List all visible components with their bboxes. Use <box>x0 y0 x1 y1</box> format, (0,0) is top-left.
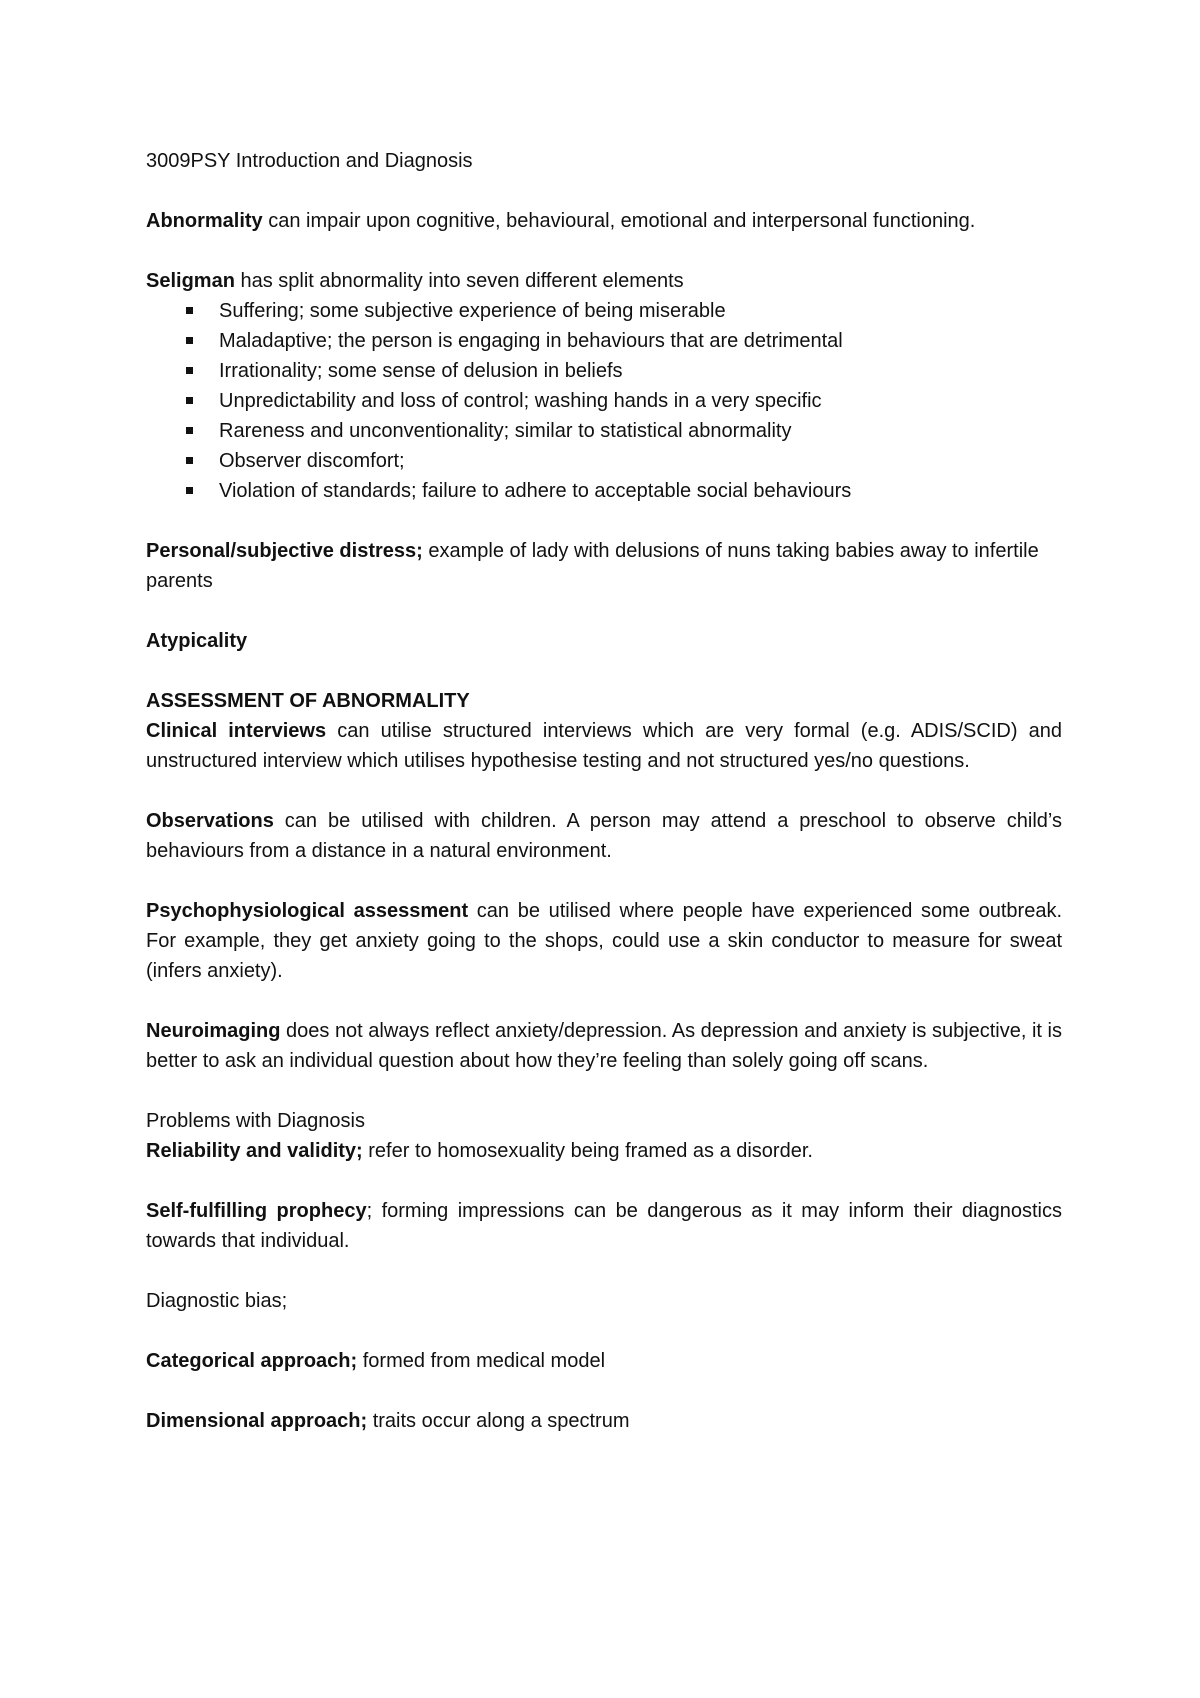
list-item <box>146 446 1062 476</box>
neuroimaging-term: Neuroimaging <box>146 1020 281 1042</box>
document-body <box>146 146 1062 1466</box>
categorical-text: formed from medical model <box>357 1350 606 1372</box>
list-item <box>146 296 1062 326</box>
square-bullet-icon <box>186 427 193 434</box>
assessment-heading <box>146 686 1062 716</box>
observations-term: Observations <box>146 810 274 832</box>
list-item-text: Irrationality; some sense of delusion in beliefs <box>219 360 623 382</box>
neuroimaging-text: does not always reflect anxiety/depression. As depression and anxiety is subjective, it is better to ask an individual question about how they’re feeling than solely going off scans. <box>146 1020 1062 1072</box>
list-item-text: Rareness and unconventionality; similar to statistical abnormality <box>219 420 792 442</box>
square-bullet-icon <box>186 487 193 494</box>
seligman-term: Seligman <box>146 270 235 292</box>
list-item <box>146 356 1062 386</box>
categorical-paragraph <box>146 1346 1062 1376</box>
personal-distress-text: example of lady with delusions of nuns taking babies away to infertile parents <box>146 540 1039 592</box>
square-bullet-icon <box>186 337 193 344</box>
neuroimaging-paragraph <box>146 1016 1062 1076</box>
square-bullet-icon <box>186 397 193 404</box>
abnormality-text: can impair upon cognitive, behavioural, emotional and interpersonal functioning. <box>262 210 976 232</box>
list-item-text: Violation of standards; failure to adhere to acceptable social behaviours <box>219 480 852 502</box>
seligman-elements-list <box>146 296 1062 506</box>
dimensional-term: Dimensional approach; <box>146 1410 368 1432</box>
personal-distress-paragraph <box>146 536 1062 596</box>
assessment-heading-text: ASSESSMENT OF ABNORMALITY <box>146 690 470 712</box>
square-bullet-icon <box>186 457 193 464</box>
list-item <box>146 386 1062 416</box>
categorical-term: Categorical approach; <box>146 1350 358 1372</box>
list-item <box>146 476 1062 506</box>
list-item <box>146 416 1062 446</box>
list-item-text: Suffering; some subjective experience of being miserable <box>219 300 726 322</box>
clinical-interviews-term: Clinical interviews <box>146 720 327 742</box>
document-title: 3009PSY Introduction and Diagnosis <box>146 150 473 172</box>
atypicality-heading <box>146 626 1062 656</box>
clinical-interviews-paragraph <box>146 716 1062 776</box>
square-bullet-icon <box>186 367 193 374</box>
psychophysiological-text: can be utilised where people have experienced some outbreak. For example, they get anxiety going to the shops, could use a skin conductor to measure for sweat (infers anxiety). <box>146 900 1063 982</box>
self-fulfilling-paragraph <box>146 1196 1062 1256</box>
observations-paragraph <box>146 806 1062 866</box>
list-item <box>146 326 1062 356</box>
reliability-term: Reliability and validity; <box>146 1140 363 1162</box>
clinical-interviews-text: can utilise structured interviews which are very formal (e.g. ADIS/SCID) and unstructured interview which utilises hypothesise testing and not structured yes/no questions. <box>146 720 1062 772</box>
dimensional-text: traits occur along a spectrum <box>367 1410 630 1432</box>
list-item-text: Observer discomfort; <box>219 450 405 472</box>
seligman-text: has split abnormality into seven different elements <box>234 270 684 292</box>
reliability-text: refer to homosexuality being framed as a disorder. <box>362 1140 813 1162</box>
observations-text: can be utilised with children. A person may attend a preschool to observe child’s behaviours from a distance in a natural environment. <box>146 810 1062 862</box>
personal-distress-term: Personal/subjective distress; <box>146 540 423 562</box>
reliability-paragraph <box>146 1136 1062 1166</box>
self-fulfilling-term: Self-fulfilling prophecy <box>146 1200 367 1222</box>
self-fulfilling-text: ; forming impressions can be dangerous as it may inform their diagnostics towards that individual. <box>146 1200 1062 1252</box>
problems-heading: Problems with Diagnosis <box>146 1110 365 1132</box>
abnormality-term: Abnormality <box>146 210 263 232</box>
abnormality-paragraph <box>146 206 1062 236</box>
square-bullet-icon <box>186 307 193 314</box>
seligman-paragraph <box>146 266 1062 296</box>
dimensional-paragraph <box>146 1406 1062 1436</box>
list-item-text: Unpredictability and loss of control; washing hands in a very specific <box>219 390 822 412</box>
list-item-text: Maladaptive; the person is engaging in behaviours that are detrimental <box>219 330 843 352</box>
psychophysiological-term: Psychophysiological assessment <box>146 900 469 922</box>
atypicality-term: Atypicality <box>146 630 248 652</box>
psychophysiological-paragraph <box>146 896 1062 986</box>
diagnostic-bias-paragraph: Diagnostic bias; <box>146 1290 288 1312</box>
